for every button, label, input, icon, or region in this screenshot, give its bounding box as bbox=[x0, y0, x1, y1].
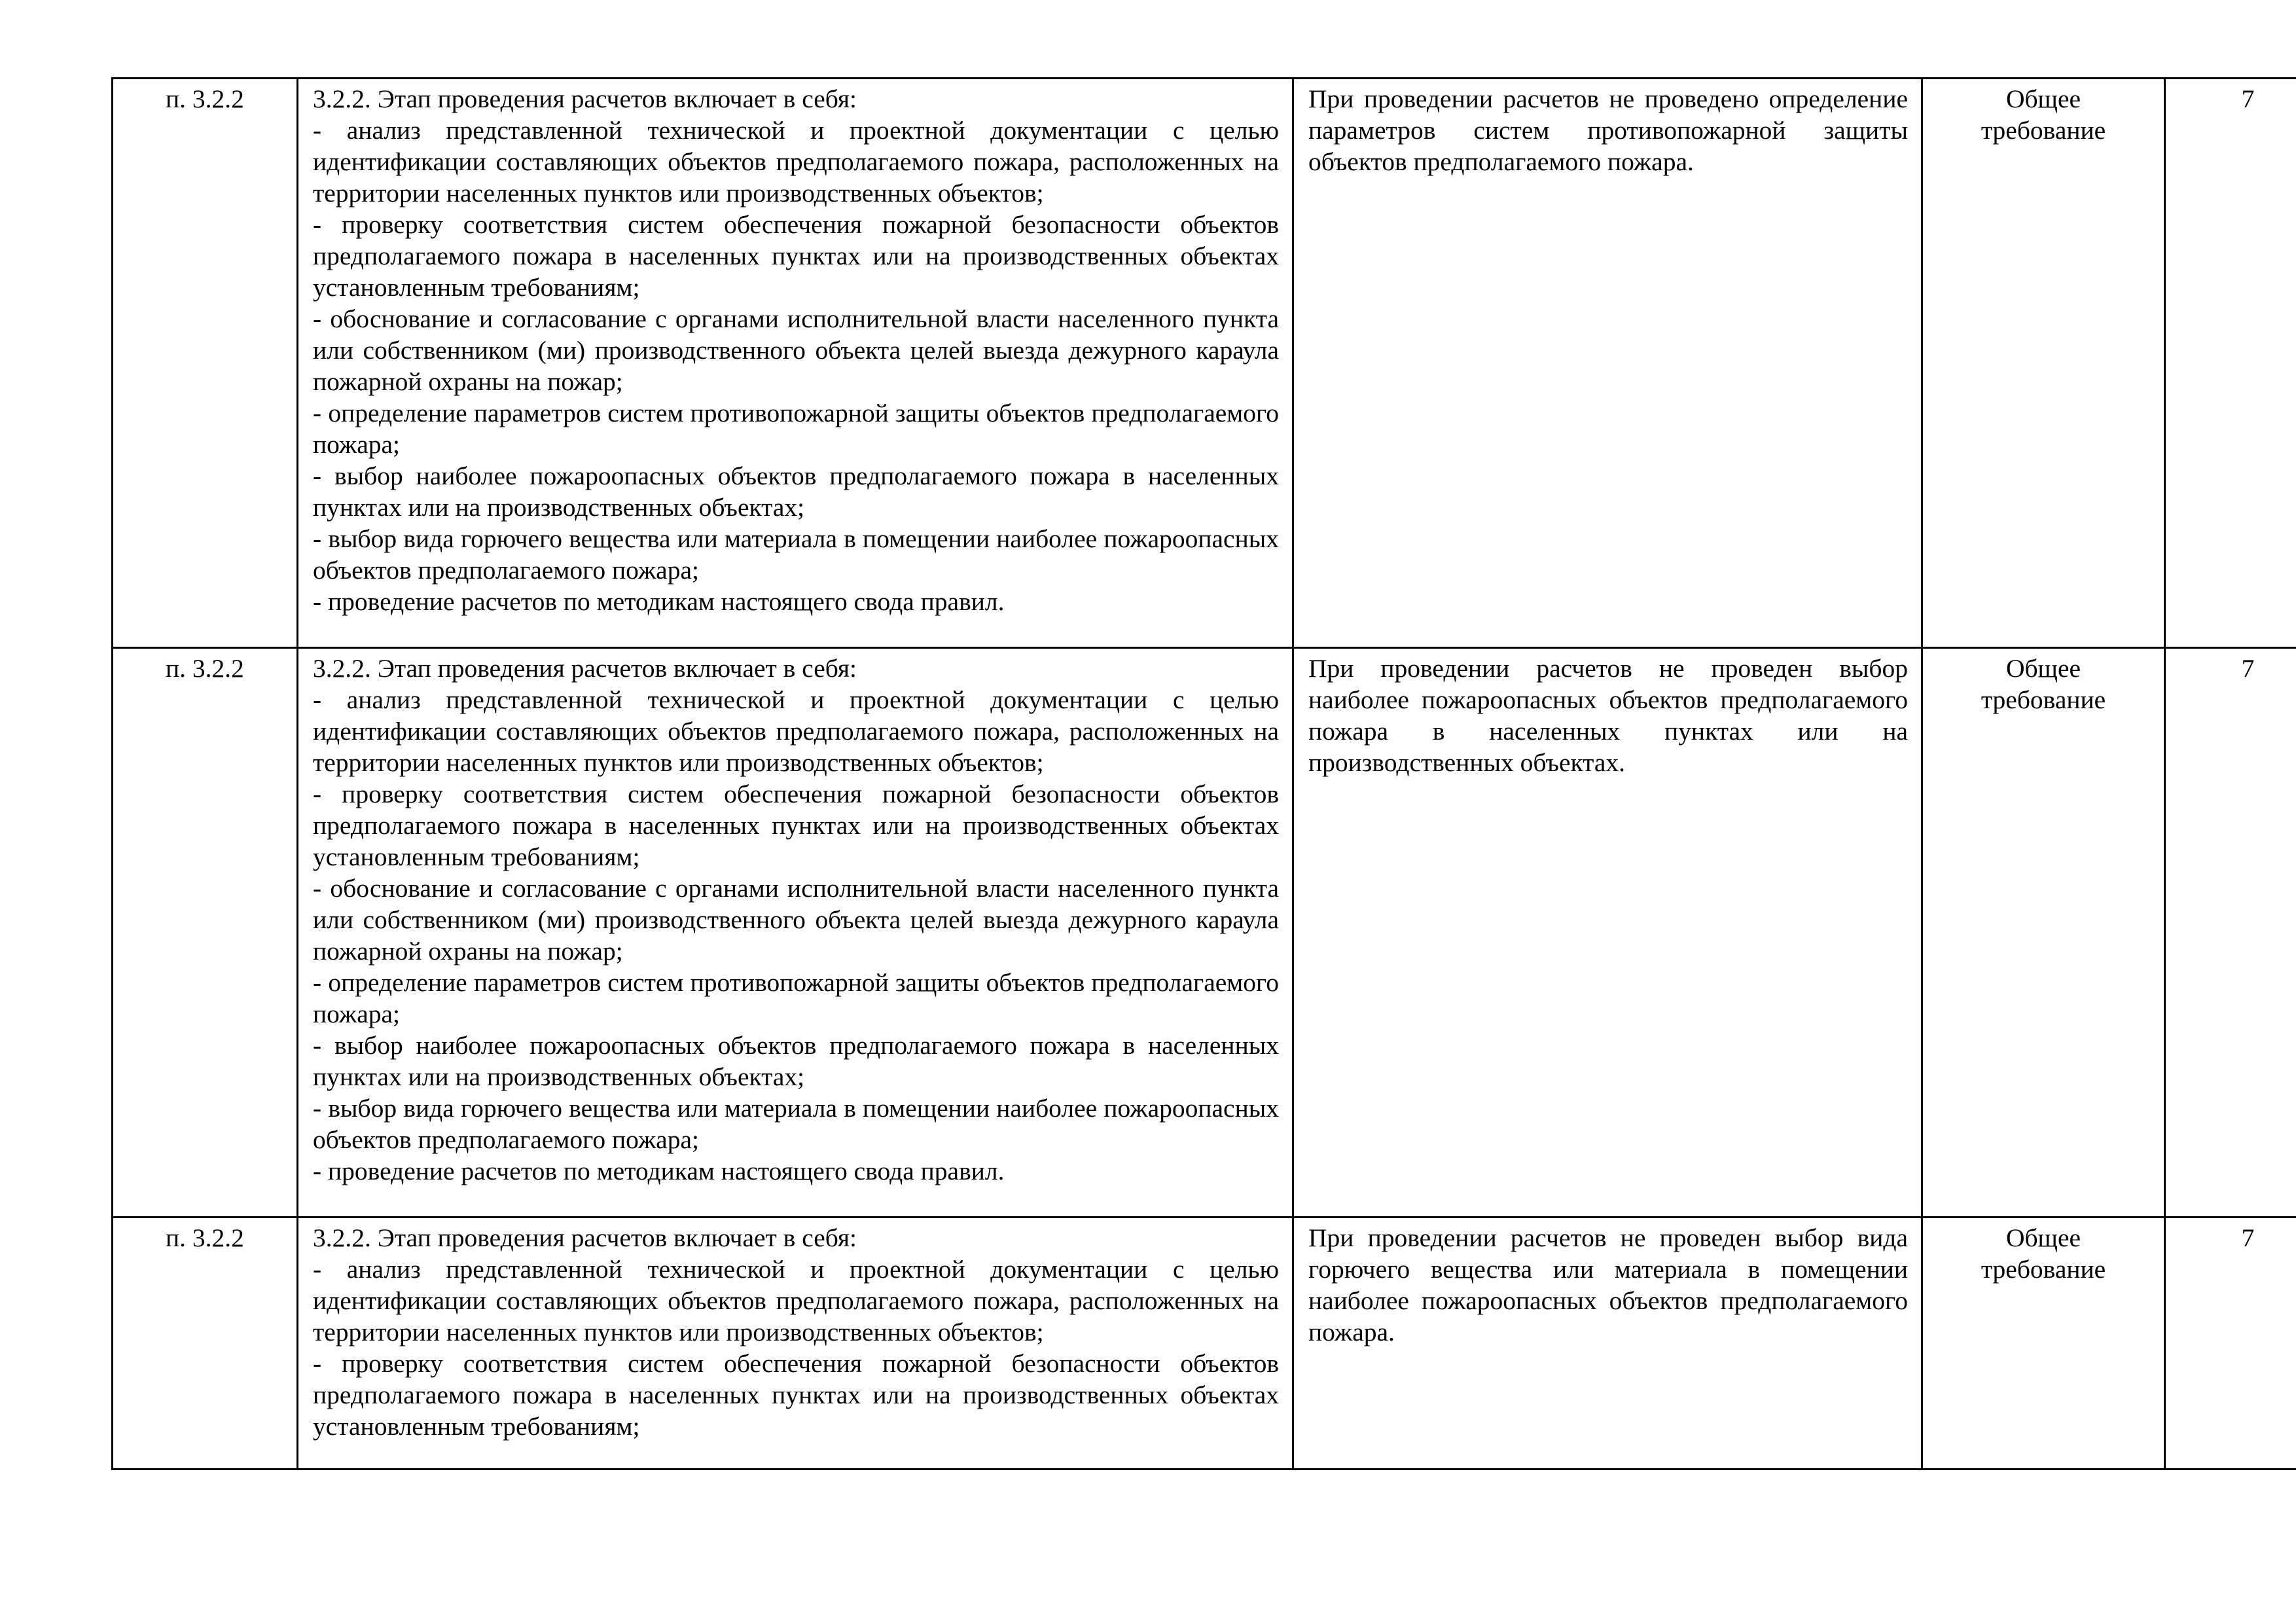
requirement-line: - анализ представленной технической и проектной документации с целью идентификации составляющих объектов предполагаемого пожара, расположенных на территории населенных пунктов или производственных объектов; bbox=[313, 1255, 1279, 1346]
requirement-line: - анализ представленной технической и проектной документации с целью идентификации составляющих объектов предполагаемого пожара, расположенных на территории населенных пунктов или производственных объектов; bbox=[313, 116, 1279, 208]
item-number: 7 bbox=[2165, 1218, 2296, 1470]
item-number: 7 bbox=[2165, 648, 2296, 1218]
violation-description: При проведении расчетов не проведено определение параметров систем противопожарной защиты объектов предполагаемого пожара. bbox=[1293, 79, 1922, 648]
requirement-line: - выбор вида горючего вещества или материала в помещении наиболее пожароопасных объектов предполагаемого пожара; bbox=[313, 1094, 1279, 1154]
requirements-table bbox=[111, 77, 2296, 1470]
requirement-text bbox=[298, 648, 1293, 1218]
requirement-line: - проведение расчетов по методикам настоящего свода правил. bbox=[313, 587, 1005, 616]
norm-reference: п. 3.2.2 bbox=[113, 1218, 298, 1470]
requirement-line: 3.2.2. Этап проведения расчетов включает в себя: bbox=[313, 1223, 857, 1252]
requirement-line: 3.2.2. Этап проведения расчетов включает в себя: bbox=[313, 84, 857, 113]
requirement-line: - обоснование и согласование с органами исполнительной власти населенного пункта или собственником (ми) производственного объекта целей выезда дежурного караула пожарной охраны на пожар; bbox=[313, 874, 1279, 965]
requirement-line: - выбор вида горючего вещества или материала в помещении наиболее пожароопасных объектов предполагаемого пожара; bbox=[313, 524, 1279, 585]
requirement-line: - выбор наиболее пожароопасных объектов предполагаемого пожара в населенных пунктах или на производственных объектах; bbox=[313, 461, 1279, 522]
norm-reference: п. 3.2.2 bbox=[113, 79, 298, 648]
requirement-type-line: требование bbox=[1981, 116, 2106, 145]
requirement-line: - обоснование и согласование с органами исполнительной власти населенного пункта или собственником (ми) производственного объекта целей выезда дежурного караула пожарной охраны на пожар; bbox=[313, 304, 1279, 396]
requirement-line: - проверку соответствия систем обеспечения пожарной безопасности объектов предполагаемого пожара в населенных пунктах или на производственных объектах установленным требованиям; bbox=[313, 1349, 1279, 1441]
requirement-line: - проверку соответствия систем обеспечения пожарной безопасности объектов предполагаемого пожара в населенных пунктах или на производственных объектах установленным требованиям; bbox=[313, 210, 1279, 302]
item-number: 7 bbox=[2165, 79, 2296, 648]
requirement-type bbox=[1922, 79, 2165, 648]
table-row bbox=[113, 1218, 2296, 1470]
requirement-line: - проверку соответствия систем обеспечения пожарной безопасности объектов предполагаемого пожара в населенных пунктах или на производственных объектах установленным требованиям; bbox=[313, 780, 1279, 871]
requirement-type-line: требование bbox=[1981, 685, 2106, 714]
requirement-line: 3.2.2. Этап проведения расчетов включает в себя: bbox=[313, 654, 857, 683]
norm-reference: п. 3.2.2 bbox=[113, 648, 298, 1218]
requirement-type-line: Общее bbox=[2005, 1223, 2081, 1252]
table-row bbox=[113, 648, 2296, 1218]
requirement-line: - проведение расчетов по методикам настоящего свода правил. bbox=[313, 1157, 1005, 1185]
requirement-line: - определение параметров систем противопожарной защиты объектов предполагаемого пожара; bbox=[313, 968, 1279, 1028]
requirement-line: - выбор наиболее пожароопасных объектов предполагаемого пожара в населенных пунктах или на производственных объектах; bbox=[313, 1031, 1279, 1091]
requirement-text bbox=[298, 79, 1293, 648]
requirement-type bbox=[1922, 1218, 2165, 1470]
requirement-type-line: Общее bbox=[2005, 84, 2081, 113]
requirement-line: - определение параметров систем противопожарной защиты объектов предполагаемого пожара; bbox=[313, 399, 1279, 459]
requirement-line: - анализ представленной технической и проектной документации с целью идентификации составляющих объектов предполагаемого пожара, расположенных на территории населенных пунктов или производственных объектов; bbox=[313, 685, 1279, 777]
violation-description: При проведении расчетов не проведен выбор наиболее пожароопасных объектов предполагаемого пожара в населенных пунктах или на производственных объектах. bbox=[1293, 648, 1922, 1218]
requirement-type bbox=[1922, 648, 2165, 1218]
requirement-type-line: требование bbox=[1981, 1255, 2106, 1284]
violation-description: При проведении расчетов не проведен выбор вида горючего вещества или материала в помещении наиболее пожароопасных объектов предполагаемого пожара. bbox=[1293, 1218, 1922, 1470]
requirement-type-line: Общее bbox=[2005, 654, 2081, 683]
requirement-text bbox=[298, 1218, 1293, 1470]
table-row bbox=[113, 79, 2296, 648]
